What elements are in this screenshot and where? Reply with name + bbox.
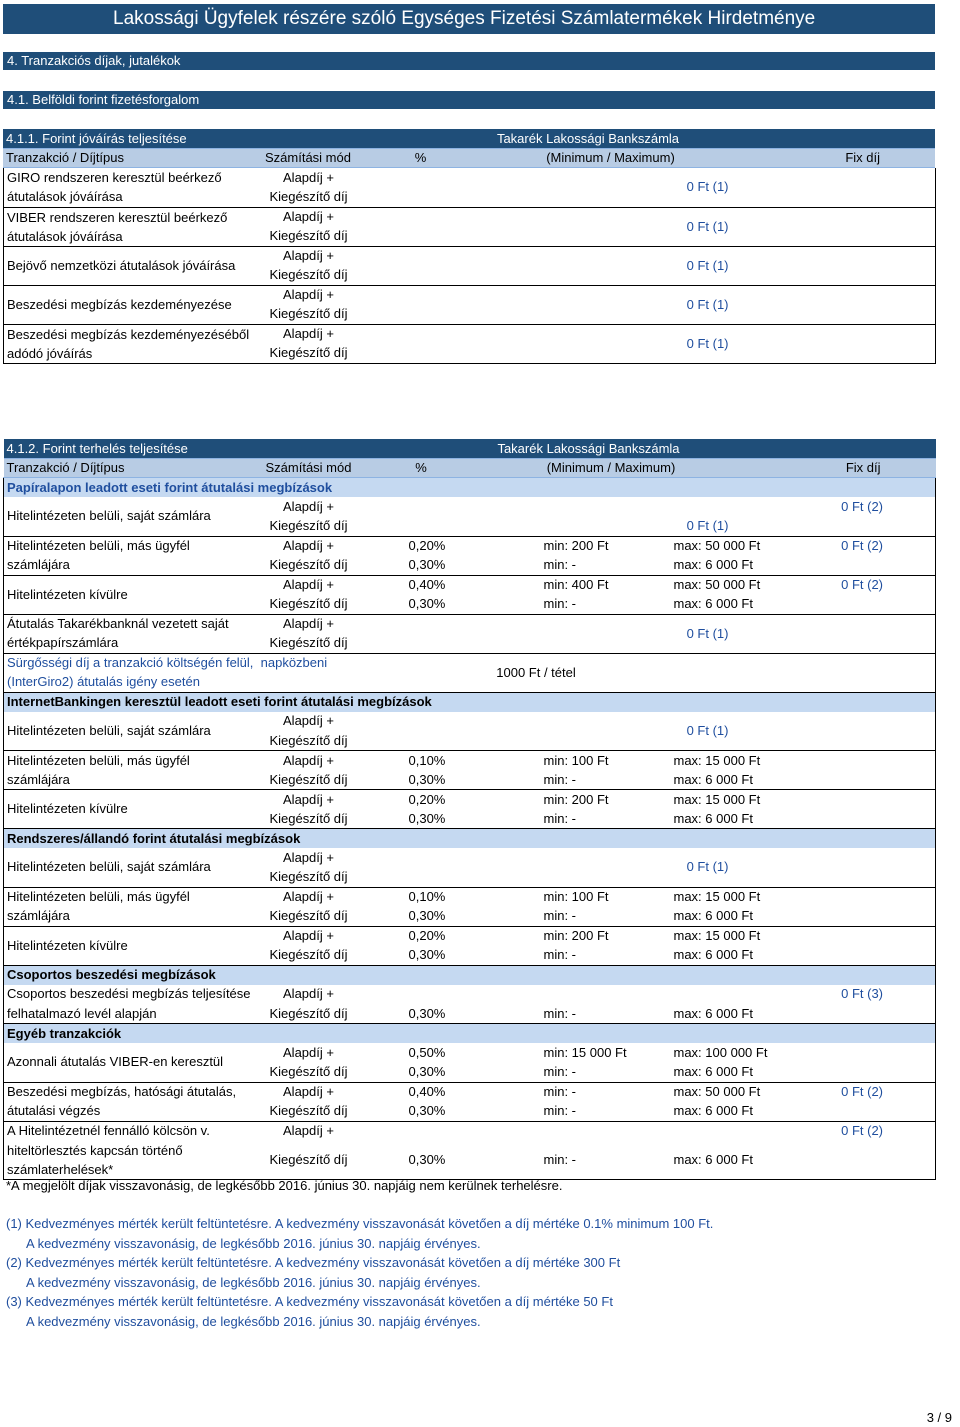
group-title-other: Egyéb tranzakciók [4, 1024, 936, 1044]
note-1: (1) Kedvezményes mérték került feltüntetésre. A kedvezmény visszavonását követően a díj mértéke 0.1% minimum 100 Ft. [6, 1216, 714, 1231]
min: min: - [543, 908, 576, 923]
fee-value: 0 Ft (1) [686, 518, 729, 533]
fix-fee: 0 Ft (2) [831, 536, 936, 556]
calc-extra: Kiegészítő díj [269, 771, 348, 787]
group-title-standing: Rendszeres/állandó forint átutalási megbízások [4, 829, 936, 849]
max: max: 6 000 Ft [673, 810, 753, 826]
min: min: - [543, 771, 576, 787]
group-row [4, 1024, 936, 1044]
fix-fee: 0 Ft (2) [831, 497, 936, 517]
note-1-validity: A kedvezmény visszavonásig, de legkésőbb 2016. június 30. napjáig érvényes. [26, 1236, 481, 1251]
max: max: 100 000 Ft [673, 1044, 768, 1060]
row-name-line: Hitelintézeten belüli, más ügyfél [4, 536, 259, 556]
calc-extra: Kiegészítő díj [269, 908, 348, 923]
percent: 0,20% [408, 538, 446, 553]
row-name-line: Hitelintézeten belüli, más ügyfél [4, 751, 259, 771]
fee-row [4, 285, 936, 305]
calc-base: Alapdíj + [283, 326, 334, 341]
min: min: 200 Ft [543, 928, 609, 943]
col-header-fix: Fix díj [738, 149, 935, 168]
fee-row [4, 1082, 936, 1102]
col-header-transaction: Tranzakció / Díjtípus [4, 459, 259, 478]
calc-base: Alapdíj + [283, 849, 334, 865]
group-title-paper: Papíralapon leadott eseti forint átutalási megbízások [4, 478, 936, 498]
min: min: - [543, 1103, 576, 1118]
footnote: *A megjelölt díjak visszavonásig, de legkésőbb 2016. június 30. napjáig nem kerülnek terhelésre. [6, 1178, 563, 1193]
section-title: 4.1.1. Forint jóváírás teljesítése [3, 129, 358, 149]
min: min: 200 Ft [543, 791, 609, 807]
calc-base: Alapdíj + [283, 498, 334, 514]
section-band-transaction-fees: 4. Tranzakciós díjak, jutalékok [3, 52, 935, 70]
calc-extra: Kiegészítő díj [269, 635, 348, 650]
fee-row [4, 1141, 936, 1180]
fee-row [4, 246, 936, 266]
fee-row [4, 926, 936, 946]
max: max: 6 000 Ft [673, 771, 753, 787]
calc-extra: Kiegészítő díj [269, 1151, 348, 1167]
product-name: Takarék Lakossági Bankszámla [358, 129, 935, 149]
percent: 0,10% [408, 752, 446, 768]
calc-extra: Kiegészítő díj [269, 810, 348, 826]
fee-row [4, 556, 936, 576]
note-3: (3) Kedvezményes mérték került feltüntetésre. A kedvezmény visszavonását követően a díj mértéke 50 Ft [6, 1294, 613, 1309]
page-title: Lakossági Ügyfelek részére szóló Egységes Fizetési Számlatermékek Hirdetménye [3, 4, 935, 34]
min: min: - [543, 1064, 576, 1079]
min: min: - [543, 1084, 576, 1099]
fee-row [4, 536, 936, 556]
max: max: 15 000 Ft [673, 928, 761, 943]
row-name-line: (InterGiro2) átutalás igény esetén [4, 673, 359, 693]
fee-value: 0 Ft (1) [359, 246, 739, 285]
row-name-line: számlájára [4, 907, 259, 927]
max: max: 15 000 Ft [673, 889, 761, 904]
calc-extra: Kiegészítő díj [269, 1064, 348, 1079]
min: min: - [543, 1151, 576, 1167]
calc-extra: Kiegészítő díj [269, 189, 348, 204]
table-header [4, 459, 936, 478]
col-header-percent: % [359, 459, 484, 478]
percent: 0,30% [408, 557, 446, 572]
min: min: - [543, 1005, 576, 1021]
calc-base: Alapdíj + [283, 1044, 334, 1060]
percent: 0,30% [408, 908, 446, 923]
fee-row [4, 1102, 936, 1122]
fee-value: 0 Ft (1) [359, 848, 739, 887]
max: max: 6 000 Ft [673, 947, 753, 962]
note-3-validity: A kedvezmény visszavonásig, de legkésőbb 2016. június 30. napjáig érvényes. [26, 1314, 481, 1329]
row-name: Azonnali átutalás VIBER-en keresztül [4, 1043, 259, 1082]
fee-row [4, 168, 936, 188]
min: min: - [543, 596, 576, 611]
min: min: 15 000 Ft [543, 1044, 627, 1060]
col-header-fix: Fix díj [739, 459, 936, 478]
percent: 0,30% [408, 947, 446, 962]
calc-extra: Kiegészítő díj [269, 1103, 348, 1118]
col-header-minmax: (Minimum / Maximum) [483, 149, 738, 168]
max: max: 6 000 Ft [673, 557, 753, 572]
col-header-minmax: (Minimum / Maximum) [484, 459, 739, 478]
calc-extra: Kiegészítő díj [269, 947, 348, 962]
fee-value: 0 Ft (1) [359, 207, 739, 246]
row-name: Hitelintézeten belüli, saját számlára [4, 497, 259, 536]
calc-base: Alapdíj + [283, 1084, 334, 1099]
min: min: - [543, 947, 576, 962]
percent: 0,30% [408, 1064, 446, 1079]
calc-extra: Kiegészítő díj [269, 732, 348, 748]
col-header-percent: % [358, 149, 483, 168]
percent: 0,50% [408, 1044, 446, 1060]
row-name-line: számlájára [4, 556, 259, 576]
calc-extra: Kiegészítő díj [269, 228, 348, 243]
fix-fee: 0 Ft (2) [831, 1121, 936, 1141]
max: max: 6 000 Ft [673, 1064, 753, 1079]
credit-fee-rows [3, 168, 936, 364]
fix-fee: 0 Ft (3) [831, 985, 936, 1005]
fee-value: 0 Ft (1) [359, 614, 739, 653]
fee-row [4, 207, 936, 227]
calc-base: Alapdíj + [283, 538, 334, 553]
fee-row [4, 848, 936, 868]
page-number: 3 / 9 [926, 1410, 952, 1425]
fee-row [4, 1043, 936, 1063]
group-row [4, 965, 936, 985]
percent: 0,40% [408, 1084, 446, 1099]
percent: 0,30% [408, 810, 446, 826]
fee-row [4, 751, 936, 771]
fee-row [4, 770, 936, 790]
fix-fee: 0 Ft (2) [831, 1082, 936, 1102]
credit-fee-table [3, 129, 935, 168]
group-row [4, 478, 936, 498]
min: min: - [543, 810, 576, 826]
urgent-fee: 1000 Ft / tétel [359, 653, 831, 692]
min: min: - [543, 557, 576, 572]
min: min: 200 Ft [543, 538, 609, 553]
fix-fee: 0 Ft (2) [831, 575, 936, 595]
fee-row [4, 1121, 936, 1141]
fee-row [4, 497, 936, 517]
percent: 0,10% [408, 889, 446, 904]
fee-row [4, 712, 936, 732]
calc-extra: Kiegészítő díj [269, 345, 348, 360]
fee-row [4, 614, 936, 634]
max: max: 15 000 Ft [673, 752, 761, 768]
calc-base: Alapdíj + [283, 616, 334, 631]
calc-base: Alapdíj + [283, 1123, 334, 1138]
fee-row [4, 653, 936, 673]
row-name: Beszedési megbízás kezdeményezéséből adódó jóváírás [4, 324, 259, 363]
product-name: Takarék Lakossági Bankszámla [359, 439, 936, 459]
max: max: 6 000 Ft [673, 596, 753, 611]
section-band-domestic: 4.1. Belföldi forint fizetésforgalom [3, 91, 935, 109]
col-header-calc: Számítási mód [258, 149, 358, 168]
fee-row [4, 907, 936, 927]
row-name-line: Hitelintézeten belüli, más ügyfél [4, 887, 259, 907]
calc-extra: Kiegészítő díj [269, 1005, 348, 1021]
percent: 0,30% [408, 1151, 446, 1167]
row-name: Hitelintézeten belüli, saját számlára [4, 848, 259, 887]
row-name-line: átutalási végzés [4, 1102, 259, 1122]
row-name: Hitelintézeten kívülre [4, 575, 259, 614]
calc-extra: Kiegészítő díj [269, 869, 348, 884]
max: max: 6 000 Ft [673, 908, 753, 923]
calc-extra: Kiegészítő díj [269, 267, 348, 282]
max: max: 6 000 Ft [673, 1103, 753, 1118]
table-header [3, 149, 935, 168]
max: max: 50 000 Ft [673, 577, 761, 592]
fee-row [4, 575, 936, 595]
percent: 0,30% [408, 1103, 446, 1118]
debit-fee-table [3, 439, 936, 1180]
percent: 0,30% [408, 596, 446, 611]
row-name-line: A Hitelintézetnél fennálló kölcsön v. [4, 1121, 259, 1141]
group-row [4, 829, 936, 849]
row-name: Bejövő nemzetközi átutalások jóváírása [4, 246, 259, 285]
table-band [4, 439, 936, 459]
min: min: 400 Ft [543, 577, 609, 592]
fee-value: 0 Ft (1) [359, 168, 739, 207]
fee-value: 0 Ft (1) [359, 712, 739, 751]
max: max: 50 000 Ft [673, 538, 761, 553]
row-name: Beszedési megbízás kezdeményezése [4, 285, 259, 324]
row-name-line: Sürgősségi díj a tranzakció költségén felül, napközbeni [4, 653, 359, 673]
max: max: 15 000 Ft [673, 791, 761, 807]
percent: 0,20% [408, 928, 446, 943]
percent: 0,30% [408, 1005, 446, 1021]
calc-extra: Kiegészítő díj [269, 557, 348, 572]
row-name: Hitelintézeten kívülre [4, 926, 259, 965]
fee-value: 0 Ft (1) [359, 285, 739, 324]
group-title-group-debit: Csoportos beszedési megbízások [4, 965, 936, 985]
table-band [3, 129, 935, 149]
max: max: 6 000 Ft [673, 1005, 753, 1021]
calc-extra: Kiegészítő díj [269, 306, 348, 321]
calc-base: Alapdíj + [283, 752, 334, 768]
row-name-line: értékpapírszámlára [4, 634, 259, 654]
max: max: 6 000 Ft [673, 1151, 753, 1167]
calc-base: Alapdíj + [283, 986, 334, 1002]
fee-row [4, 985, 936, 1005]
note-2: (2) Kedvezményes mérték került feltüntetésre. A kedvezmény visszavonását követően a díj mértéke 300 Ft [6, 1255, 621, 1270]
row-name-line: Beszedési megbízás, hatósági átutalás, [4, 1082, 259, 1102]
group-title-netbank: InternetBankingen keresztül leadott eseti forint átutalási megbízások [4, 692, 936, 712]
row-name: Hitelintézeten belüli, saját számlára [4, 712, 259, 751]
calc-base: Alapdíj + [283, 889, 334, 904]
min: min: 100 Ft [543, 752, 609, 768]
min: min: 100 Ft [543, 889, 609, 904]
fee-row [4, 887, 936, 907]
calc-base: Alapdíj + [283, 248, 334, 263]
row-name: GIRO rendszeren keresztül beérkező átutalások jóváírása [4, 168, 259, 207]
percent: 0,30% [408, 771, 446, 787]
section-title: 4.1.2. Forint terhelés teljesítése [4, 439, 359, 459]
note-2-validity: A kedvezmény visszavonásig, de legkésőbb 2016. június 30. napjáig érvényes. [26, 1275, 481, 1290]
percent: 0,20% [408, 791, 446, 807]
row-name-line: hiteltörlesztés kapcsán történő számlaterhelések* [4, 1141, 259, 1180]
col-header-calc: Számítási mód [259, 459, 359, 478]
calc-extra: Kiegészítő díj [269, 596, 348, 611]
row-name: VIBER rendszeren keresztül beérkező átutalások jóváírása [4, 207, 259, 246]
row-name: Hitelintézeten kívülre [4, 790, 259, 829]
calc-base: Alapdíj + [283, 287, 334, 302]
row-name-line: felhatalmazó levél alapján [4, 1004, 259, 1024]
fee-row [4, 324, 936, 344]
calc-base: Alapdíj + [283, 713, 334, 729]
calc-extra: Kiegészítő díj [269, 518, 348, 533]
max: max: 50 000 Ft [673, 1084, 761, 1099]
row-name-line: számlájára [4, 770, 259, 790]
row-name-line: Átutalás Takarékbanknál vezetett saját [4, 614, 259, 634]
calc-base: Alapdíj + [283, 928, 334, 943]
group-row [4, 692, 936, 712]
fee-row [4, 790, 936, 810]
fee-row [4, 1004, 936, 1024]
col-header-transaction: Tranzakció / Díjtípus [3, 149, 258, 168]
calc-base: Alapdíj + [283, 577, 334, 592]
calc-base: Alapdíj + [283, 791, 334, 807]
calc-base: Alapdíj + [283, 169, 334, 185]
row-name-line: Csoportos beszedési megbízás teljesítése [4, 985, 259, 1005]
fee-value: 0 Ft (1) [359, 324, 739, 363]
percent: 0,40% [408, 577, 446, 592]
calc-base: Alapdíj + [283, 209, 334, 224]
